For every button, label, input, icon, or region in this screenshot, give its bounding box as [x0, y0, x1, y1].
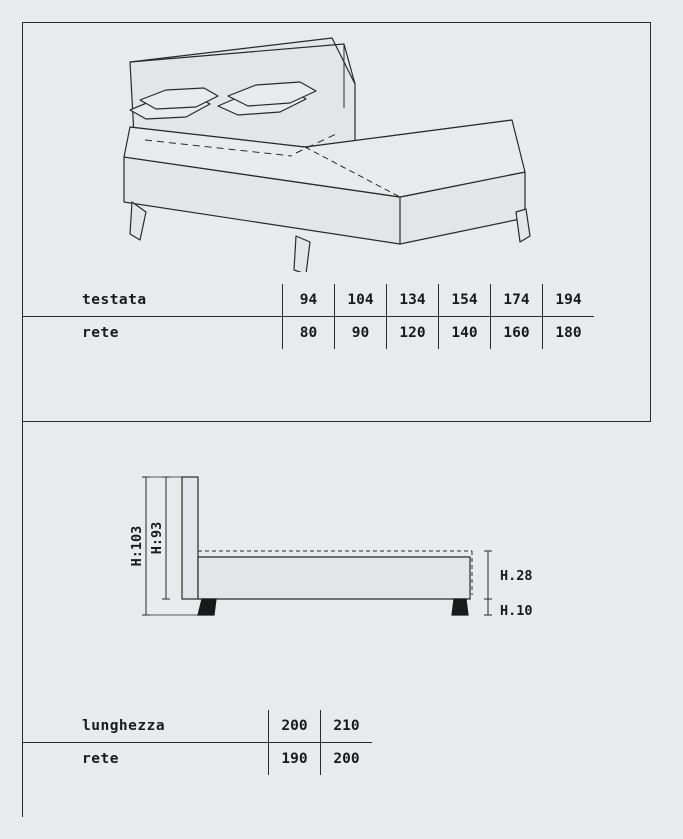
cell-value: 140: [439, 317, 491, 350]
dimension-label-mattress-height: H.28: [500, 568, 533, 584]
row-label: lunghezza: [22, 710, 269, 743]
frame-right-rule: [650, 22, 651, 422]
cell-value: 190: [269, 743, 321, 776]
table-row: [22, 710, 372, 743]
cell-value: 200: [321, 743, 373, 776]
dimension-label-total-height: H:103: [129, 525, 145, 567]
cell-value: 174: [491, 284, 543, 317]
dimension-label-frame-bottom-height: H.10: [500, 603, 533, 619]
bed-side-elevation-drawing: [110, 455, 580, 640]
cell-value: 94: [283, 284, 335, 317]
cell-value: 80: [283, 317, 335, 350]
row-label: rete: [82, 325, 119, 341]
cell-value: 134: [387, 284, 439, 317]
cell-value: 194: [543, 284, 595, 317]
cell-value: 154: [439, 284, 491, 317]
table-row: [22, 743, 372, 776]
length-dimension-table: [22, 710, 372, 775]
row-label: rete: [82, 751, 119, 767]
cell-value: 90: [335, 317, 387, 350]
row-label: testata: [22, 284, 283, 317]
dimension-label-headboard-height: H:93: [149, 521, 165, 555]
table-row: [22, 284, 594, 317]
cell-value: 210: [321, 710, 373, 743]
table-row: [22, 317, 594, 350]
width-dimension-table: [22, 284, 594, 349]
cell-value: 180: [543, 317, 595, 350]
cell-value: 200: [269, 710, 321, 743]
frame-middle-rule: [22, 421, 651, 422]
cell-value: 104: [335, 284, 387, 317]
cell-value: 120: [387, 317, 439, 350]
frame-left-rule: [22, 22, 23, 817]
cell-value: 160: [491, 317, 543, 350]
bed-perspective-drawing: [100, 22, 560, 272]
